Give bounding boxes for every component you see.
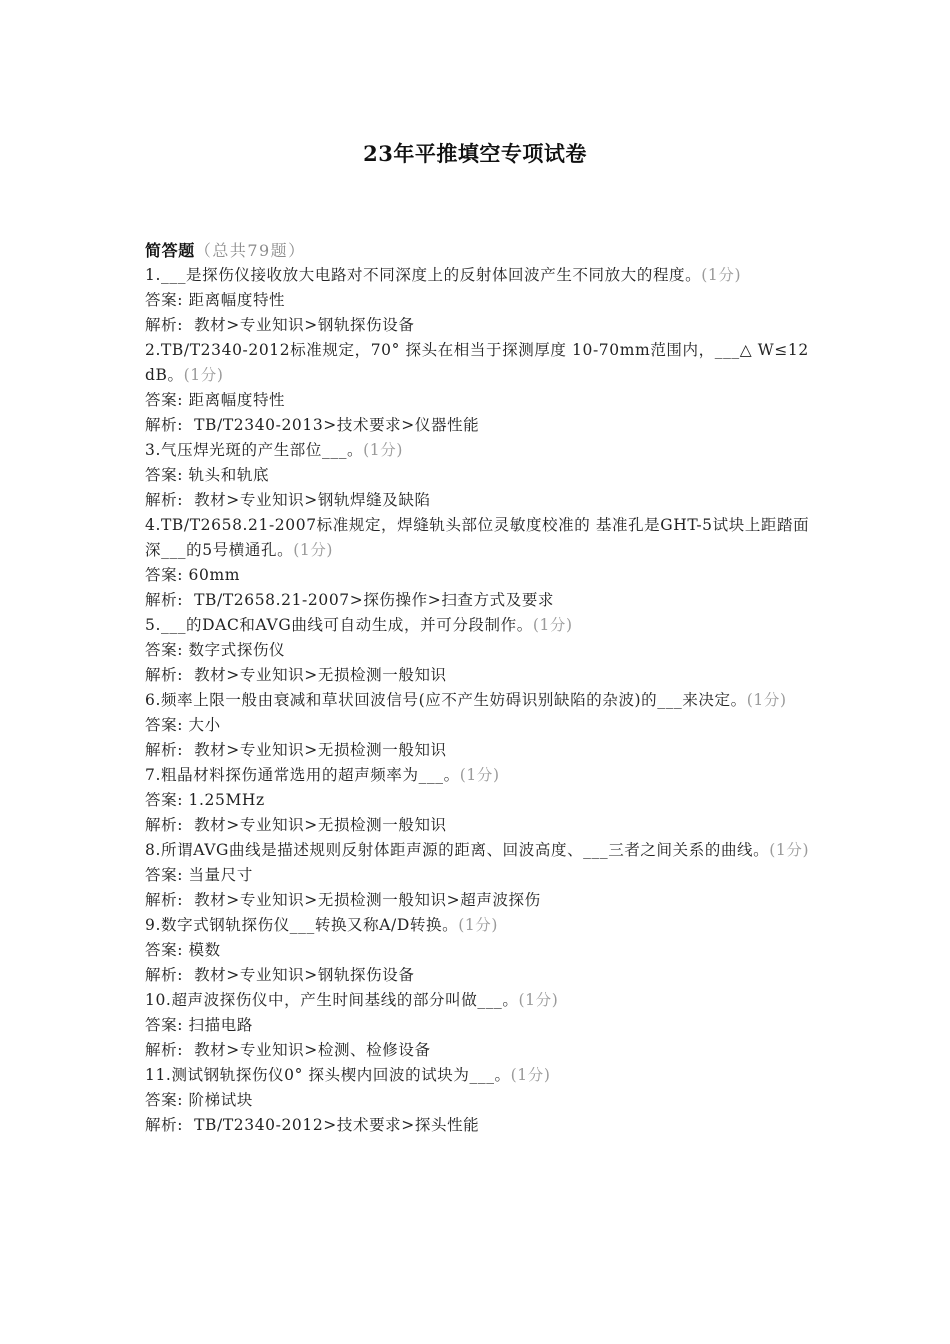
question-text: [145, 688, 810, 713]
question-text: [145, 838, 810, 863]
question-answer: 答案: 距离幅度特性: [145, 291, 286, 309]
question-answer: 答案: 当量尺寸: [145, 866, 253, 884]
question-score: (1分): [458, 916, 499, 934]
question-item: [145, 838, 810, 913]
question-analysis: 解析: 教材>专业知识>无损检测一般知识>超声波探伤: [145, 891, 541, 909]
question-score: (1分): [363, 441, 403, 459]
question-item: [145, 913, 810, 988]
question-item: [145, 1063, 810, 1138]
section-title: 简答题: [145, 241, 195, 260]
question-answer: 答案: 距离幅度特性: [145, 391, 286, 409]
question-item: [145, 263, 810, 338]
question-item: [145, 988, 810, 1063]
question-analysis: 解析: 教材>专业知识>钢轨探伤设备: [145, 316, 415, 334]
question-score: (1分): [532, 616, 573, 634]
question-answer: 答案: 60mm: [145, 566, 241, 584]
question-answer: 答案: 扫描电路: [145, 1016, 253, 1034]
question-item: [145, 613, 810, 688]
question-score: (1分): [459, 766, 500, 784]
question-answer: 答案: 数字式探伤仪: [145, 641, 286, 659]
question-analysis: 解析: 教材>专业知识>无损检测一般知识: [145, 816, 447, 834]
question-text: [145, 338, 810, 388]
question-answer: 答案: 大小: [145, 716, 221, 734]
question-stem: 7.粗晶材料探伤通常选用的超声频率为___。: [145, 766, 460, 784]
section-count: （总共79题）: [194, 241, 306, 260]
question-analysis: 解析: 教材>专业知识>检测、检修设备: [145, 1041, 431, 1059]
question-answer: 答案: 模数: [145, 941, 221, 959]
question-score: (1分): [746, 691, 787, 709]
question-score: (1分): [183, 366, 224, 384]
question-stem: 11.测试钢轨探伤仪0° 探头楔内回波的试块为___。: [145, 1066, 511, 1084]
question-stem: 6.频率上限一般由衰减和草状回波信号(应不产生妨碍识别缺陷的杂波)的___来决定。: [145, 691, 747, 709]
question-score: (1分): [769, 841, 810, 859]
question-answer: 答案: 轨头和轨底: [145, 466, 270, 484]
question-text: [145, 988, 810, 1013]
question-score: (1分): [518, 991, 559, 1009]
question-stem: 10.超声波探伤仪中，产生时间基线的部分叫做___。: [145, 991, 519, 1009]
question-stem: 9.数字式钢轨探伤仪___转换又称A/D转换。: [145, 916, 459, 934]
question-list: [145, 238, 810, 1138]
question-score: (1分): [701, 266, 742, 284]
question-analysis: 解析: TB/T2340-2013>技术要求>仪器性能: [145, 416, 480, 434]
question-item: [145, 438, 810, 513]
question-score: (1分): [510, 1066, 551, 1084]
question-text: [145, 438, 810, 463]
question-analysis: 解析: TB/T2340-2012>技术要求>探头性能: [145, 1116, 480, 1134]
question-text: [145, 1063, 810, 1088]
question-analysis: 解析: 教材>专业知识>无损检测一般知识: [145, 741, 447, 759]
question-analysis: 解析: 教材>专业知识>钢轨探伤设备: [145, 966, 415, 984]
question-item: [145, 338, 810, 438]
question-answer: 答案: 阶梯试块: [145, 1091, 253, 1109]
question-stem: 5.___的DAC和AVG曲线可自动生成，并可分段制作。: [145, 616, 533, 634]
question-text: [145, 513, 810, 563]
question-analysis: 解析: TB/T2658.21-2007>探伤操作>扫查方式及要求: [145, 591, 555, 609]
question-stem: 4.TB/T2658.21-2007标准规定，焊缝轨头部位灵敏度校准的 基准孔是GHT-5试块上距踏面深___的5号横通孔。: [145, 516, 810, 559]
question-stem: 3.气压焊光斑的产生部位___。: [145, 441, 364, 459]
page-title: 23年平推填空专项试卷: [363, 141, 587, 166]
question-score: (1分): [293, 541, 334, 559]
question-answer: 答案: 1.25MHz: [145, 791, 265, 809]
question-text: [145, 763, 810, 788]
question-item: [145, 513, 810, 613]
question-text: [145, 913, 810, 938]
question-item: [145, 688, 810, 763]
question-analysis: 解析: 教材>专业知识>钢轨焊缝及缺陷: [145, 491, 431, 509]
question-stem: 1.___是探伤仪接收放大电路对不同深度上的反射体回波产生不同放大的程度。: [145, 266, 702, 284]
question-item: [145, 763, 810, 838]
question-text: [145, 613, 810, 638]
section-header: [145, 238, 810, 263]
question-analysis: 解析: 教材>专业知识>无损检测一般知识: [145, 666, 447, 684]
question-stem: 2.TB/T2340-2012标准规定，70° 探头在相当于探测厚度 10-70mm范围内，___△ W≤12dB。: [145, 341, 809, 384]
question-text: [145, 263, 810, 288]
question-stem: 8.所谓AVG曲线是描述规则反射体距声源的距离、回波高度、___三者之间关系的曲线。: [145, 841, 770, 859]
